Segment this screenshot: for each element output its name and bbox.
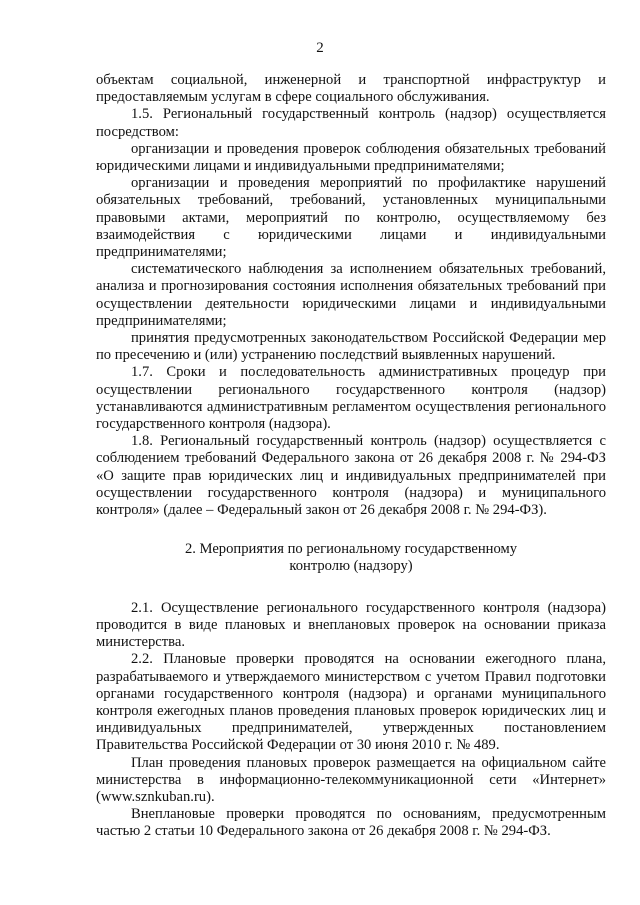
section-heading-line-2: контролю (надзору) [289,558,413,575]
paragraph-continuation: объектам социальной, инженерной и транспортной инфраструктур и предоставляемым услугам в сфере социального обслуживания. [96,72,606,106]
section-heading-line-1: 2. Мероприятия по региональному государственному [184,541,518,558]
list-item-monitoring: систематического наблюдения за исполнением обязательных требований, анализа и прогнозирования состояния исполнения обязательных требований при осуществлении деятельности юридическими лицами и индивидуальными предпринимателями; [96,261,606,329]
paragraph-plan-publication: План проведения плановых проверок размещается на официальном сайте министерства в информационно-телекоммуникационной сети «Интернет» (www.sznkuban.ru). [96,754,606,805]
page-number: 2 [316,40,324,56]
paragraph-1-8: 1.8. Региональный государственный контроль (надзор) осуществляется с соблюдением требований Федерального закона от 26 декабря 2008 г. № 294-ФЗ «О защите прав юридических лиц и индивидуальных предпринимателей при осуществлении государственного контроля (надзора) и муниципального контроля» (далее – Федеральный закон от 26 декабря 2008 г. № 294-ФЗ). [96,433,606,519]
paragraph-1-7: 1.7. Сроки и последовательность административных процедур при осуществлении регионального государственного контроля (надзор) устанавливаются административным регламентом осуществления регионального государственного контроля (надзора). [96,364,606,433]
list-item-prevention: организации и проведения мероприятий по профилактике нарушений обязательных требований, требований, установленных муниципальными правовыми актами, мероприятий по контролю, осуществляемому без взаимодействия с юридическими лицами и индивидуальными предпринимателями; [96,175,606,261]
paragraph-1-5: 1.5. Региональный государственный контроль (надзор) осуществляется посредством: [96,106,606,140]
list-item-measures: принятия предусмотренных законодательством Российской Федерации мер по пресечению и (или) устранению последствий выявленных нарушений. [96,330,606,364]
section-heading [96,541,606,575]
paragraph-unscheduled-inspections: Внеплановые проверки проводятся по основаниям, предусмотренным частью 2 статьи 10 Федерального закона от 26 декабря 2008 г. № 294-ФЗ. [96,806,606,840]
list-item-inspections: организации и проведения проверок соблюдения обязательных требований юридическими лицами и индивидуальными предпринимателями; [96,140,606,175]
paragraph-2-1: 2.1. Осуществление регионального государственного контроля (надзора) проводится в виде плановых и внеплановых проверок на основании приказа министерства. [96,599,606,651]
paragraph-2-2: 2.2. Плановые проверки проводятся на основании ежегодного плана, разрабатываемого и утверждаемого министерством с учетом Правил подготовки органами государственного контроля (надзора) и органами муниципального контроля ежегодных планов проведения плановых проверок юридических лиц и индивидуальных предпринимателей, утвержденных постановлением Правительства Российской Федерации от 30 июня 2010 г. № 489. [96,651,606,754]
document-body [96,72,606,841]
